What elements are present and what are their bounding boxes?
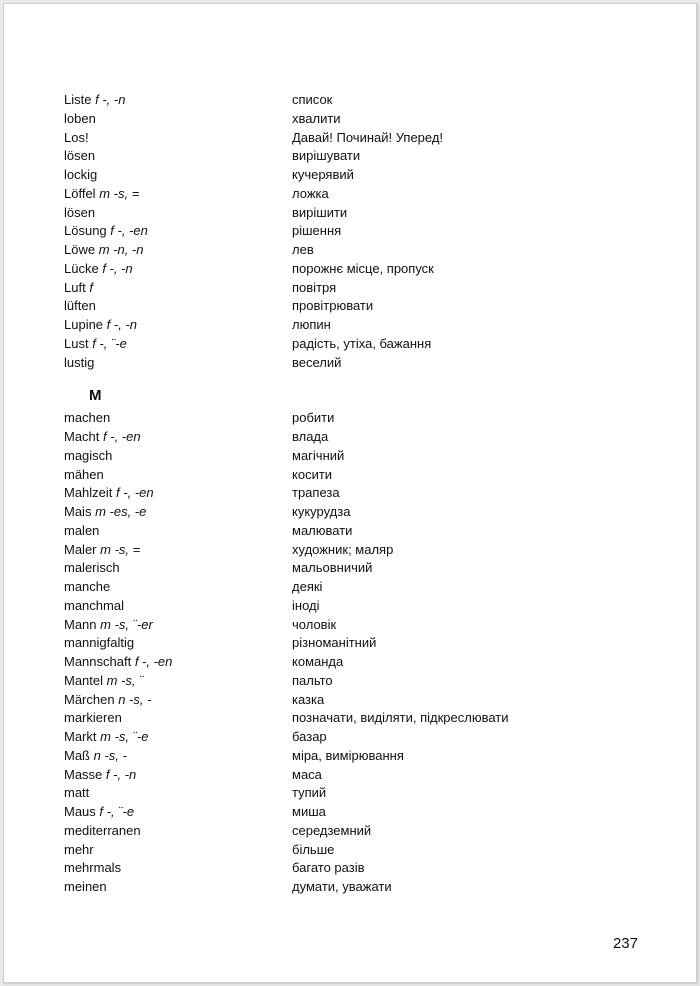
german-term [64,428,141,447]
translation: малювати [292,522,353,538]
german-term [64,522,99,541]
german-term [64,222,148,241]
translation: Давай! Починай! Уперед! [292,129,444,145]
german-word: Lupine [64,317,104,332]
german-term [64,878,107,897]
vocabulary-list [64,91,664,897]
german-term [64,841,94,860]
translation: кучерявий [292,167,354,182]
german-term [64,822,141,841]
translation: іноді [292,597,320,613]
german-word: Mannschaft [64,654,132,669]
german-term [64,260,133,279]
entry-row [64,784,664,803]
german-word: malerisch [64,560,120,576]
grammar-info: f [89,279,93,295]
german-word: Macht [64,429,100,444]
grammar-info: f -, -n [95,92,126,107]
entry-row [64,129,664,148]
entry-row [64,91,664,110]
german-term [64,559,120,578]
german-term [64,859,121,878]
entry-row [64,766,664,785]
entry-row [64,297,664,316]
grammar-info: m -s, = [99,185,140,201]
german-term [64,766,136,785]
entry-row [64,503,664,522]
german-word: meinen [64,879,107,894]
entry-row [64,204,664,223]
entry-row [64,578,664,597]
translation: трапеза [292,485,340,501]
entry-row [64,279,664,298]
translation: мальовничий [292,560,373,576]
translation: ложка [292,185,329,201]
german-word: mehr [64,841,94,857]
entry-row [64,559,664,578]
translation: команда [292,654,344,669]
german-word: manchmal [64,597,124,613]
entry-row [64,409,664,428]
german-word: magisch [64,447,113,463]
entry-row [64,222,664,241]
german-term [64,409,110,428]
german-term [64,297,96,316]
grammar-info: n -s, - [118,691,152,707]
german-word: malen [64,522,100,538]
german-term [64,129,89,148]
translation: художник; маляр [292,541,394,557]
german-term [64,279,93,298]
german-word: Maus [64,804,96,819]
entry-row [64,541,664,560]
german-term [64,672,143,691]
german-word: mehrmals [64,860,122,876]
page-number: 237 [612,935,638,952]
translation: позначати, виділяти, підкреслювати [292,710,509,726]
grammar-info: m -s, ¨ [106,672,144,688]
translation: різноманітний [292,635,377,651]
german-term [64,634,134,653]
grammar-info: f -, -n [106,317,138,332]
entry-row [64,185,664,204]
entry-row [64,110,664,129]
german-term [64,728,149,747]
german-word: Lust [64,335,89,351]
translation: міра, вимірювання [292,747,404,763]
entry-row [64,354,664,373]
entry-row [64,859,664,878]
entry-row [64,335,664,354]
german-term [64,447,112,466]
translation: думати, уважати [292,879,392,894]
translation: робити [292,410,335,426]
german-term [64,803,134,822]
entry-row [64,709,664,728]
translation: вирішувати [292,148,361,164]
entry-row [64,691,664,710]
german-term [64,147,95,166]
german-term [64,241,144,260]
grammar-info: f -, -en [116,485,154,501]
entry-row [64,803,664,822]
german-word: Maß [64,747,90,763]
grammar-info: f -, -en [103,429,141,444]
entry-row [64,822,664,841]
german-word: Lücke [64,260,99,276]
translation: влада [292,429,329,444]
grammar-info: m -s, = [100,541,141,557]
translation: казка [292,691,325,707]
grammar-info: m -es, -e [95,504,147,519]
german-term [64,503,146,522]
german-word: mannigfaltig [64,635,135,651]
translation: чоловік [292,616,337,632]
german-word: machen [64,410,111,426]
german-word: lösen [64,204,96,220]
translation: деякі [292,579,323,594]
entry-row [64,166,664,185]
german-word: Maler [64,541,97,557]
translation: радість, утіха, бажання [292,335,432,351]
translation: тупий [292,785,327,801]
german-word: Mann [64,616,97,632]
german-word: markieren [64,710,122,726]
german-word: loben [64,110,96,126]
entry-row [64,447,664,466]
translation: вирішити [292,204,348,220]
german-term [64,316,137,335]
german-word: lösen [64,148,96,164]
german-word: Mantel [64,672,104,688]
german-word: Löwe [64,242,96,257]
german-word: Los! [64,129,89,145]
grammar-info: f -, -en [110,223,148,239]
entry-row [64,241,664,260]
entry-row [64,260,664,279]
translation: косити [292,466,333,482]
translation: миша [292,804,326,819]
german-word: Mahlzeit [64,485,113,501]
entry-row [64,616,664,635]
german-term [64,354,94,373]
translation: люпин [292,317,331,332]
entry-row [64,841,664,860]
translation: рішення [292,223,342,239]
german-term [64,747,127,766]
entry-row [64,484,664,503]
german-term [64,541,140,560]
german-word: Märchen [64,691,115,707]
translation: багато разів [292,860,365,876]
german-word: Lösung [64,223,107,239]
german-term [64,110,96,129]
translation: маса [292,766,322,782]
translation: кукурудза [292,504,351,519]
entry-row [64,466,664,485]
german-term [64,466,104,485]
german-word: manche [64,579,111,594]
entry-row [64,597,664,616]
german-word: lockig [64,167,98,182]
german-word: Löffel [64,185,96,201]
german-term [64,204,95,223]
grammar-info: f -, ¨-e [99,804,135,819]
german-term [64,166,97,185]
entry-row [64,728,664,747]
german-word: lüften [64,298,96,314]
grammar-info: m -s, ¨-e [100,729,149,744]
german-word: mediterranen [64,822,141,838]
german-term [64,91,125,110]
translation: провітрювати [292,298,374,314]
german-term [64,484,154,503]
german-word: matt [64,785,90,801]
translation: хвалити [292,110,341,126]
grammar-info: n -s, - [93,747,127,763]
german-term [64,709,122,728]
grammar-info: f -, -n [105,766,137,782]
grammar-info: f -, ¨-e [92,335,127,351]
german-term [64,335,127,354]
grammar-info: f -, -en [134,654,173,669]
entry-row [64,522,664,541]
entry-row [64,428,664,447]
german-word: mähen [64,466,104,482]
translation: порожнє місце, пропуск [292,260,434,276]
german-term [64,616,153,635]
grammar-info: f -, -n [102,260,133,276]
translation: базар [292,729,327,744]
entry-row [64,747,664,766]
german-term [64,653,172,672]
german-word: Luft [64,279,86,295]
section-gap [64,372,664,386]
grammar-info: m -n, -n [98,242,144,257]
entry-row [64,653,664,672]
german-term [64,185,139,204]
dictionary-page [3,3,697,983]
entry-row [64,634,664,653]
translation: більше [292,841,335,857]
german-word: Mais [64,504,92,519]
german-word: lustig [64,354,95,370]
translation: список [292,92,333,107]
entry-row [64,147,664,166]
german-term [64,578,110,597]
entry-row [64,878,664,897]
translation: пальто [292,672,333,688]
translation: магічний [292,447,345,463]
german-word: Markt [64,729,97,744]
translation: повітря [292,279,337,295]
translation: середземний [292,822,372,838]
entry-row [64,316,664,335]
entry-row [64,672,664,691]
german-word: Masse [64,766,103,782]
translation: лев [292,242,314,257]
section-letter: M [89,387,102,405]
german-term [64,784,89,803]
german-term [64,597,124,616]
grammar-info: m -s, ¨-er [100,616,153,632]
german-term [64,691,151,710]
german-word: Liste [64,92,92,107]
translation: веселий [292,354,342,370]
